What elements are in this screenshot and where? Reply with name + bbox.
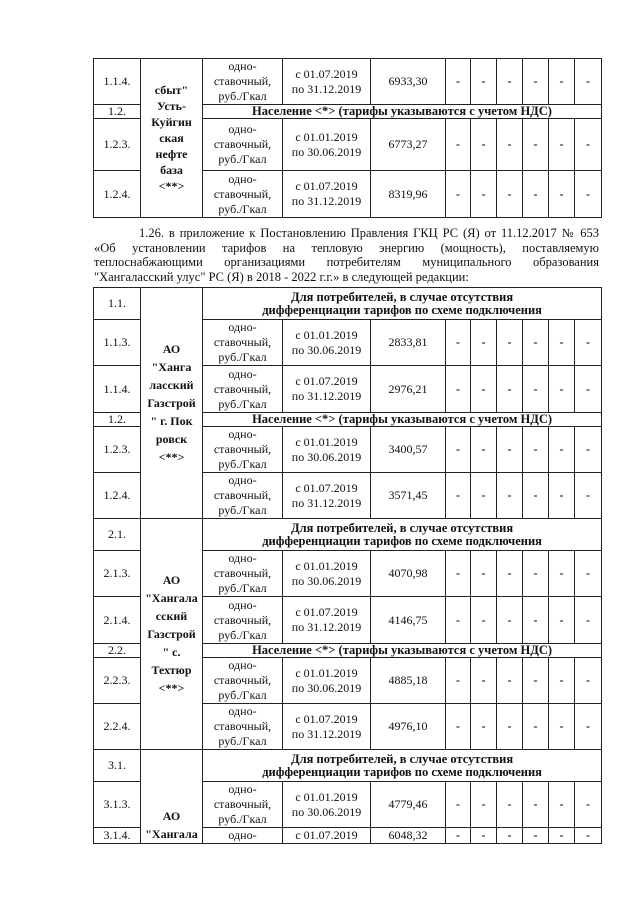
empty-dash: - [446, 828, 471, 844]
empty-dash: - [446, 782, 471, 828]
table-row [94, 59, 602, 105]
empty-dash: - [575, 658, 602, 704]
section-number: 2.1. [94, 519, 141, 551]
empty-dash: - [446, 704, 471, 750]
empty-dash: - [523, 171, 549, 218]
period-line: с 01.01.2019 [295, 434, 358, 449]
unit-line: ставочный, [213, 612, 272, 627]
period-line: с 01.07.2019 [295, 605, 358, 619]
unit-line: ставочный, [213, 186, 272, 201]
unit-cell [203, 704, 283, 750]
empty-dash: - [497, 427, 523, 473]
organization-name [141, 288, 203, 519]
empty-dash: - [523, 119, 549, 171]
empty-dash: - [471, 551, 497, 597]
organization-name-line: " г. Пок [150, 414, 193, 428]
empty-dash: - [575, 119, 602, 171]
period-line: по 30.06.2019 [291, 449, 362, 464]
row-number: 1.2.4. [94, 171, 141, 218]
period-cell [283, 320, 371, 366]
empty-dash: - [446, 366, 471, 413]
empty-dash: - [575, 366, 602, 413]
unit-cell [203, 597, 283, 644]
unit-line: ставочный, [213, 381, 272, 396]
organization-name-line: <**> [158, 681, 185, 695]
organization-name-line: Куйгин [151, 115, 192, 129]
row-number: 3.1.3. [94, 782, 141, 828]
unit-line: руб./Гкал [218, 688, 267, 702]
empty-dash: - [575, 597, 602, 644]
unit-line: одно- [228, 122, 257, 136]
section-number: 1.2. [94, 413, 141, 427]
empty-dash: - [523, 551, 549, 597]
organization-name-line: ская [159, 131, 184, 145]
period-line: по 31.12.2019 [291, 194, 362, 208]
section-title: Население <*> (тарифы указываются с учетом НДС) [203, 413, 602, 427]
period-line: с 01.07.2019 [295, 66, 358, 81]
empty-dash: - [523, 366, 549, 413]
section-title [203, 288, 602, 320]
empty-dash: - [446, 119, 471, 171]
row-number: 1.1.4. [94, 366, 141, 413]
organization-name-line: АО [162, 573, 181, 587]
empty-dash: - [471, 59, 497, 105]
empty-dash: - [523, 704, 549, 750]
empty-dash: - [549, 597, 575, 644]
paragraph-line: "Хангаласский улус" РС (Я) в 2018 - 2022 г.г.» в следующей редакции: [94, 269, 469, 284]
empty-dash: - [497, 171, 523, 218]
section-number: 1.1. [94, 288, 141, 320]
period-cell [283, 119, 371, 171]
row-number: 3.1.4. [94, 828, 141, 844]
empty-dash: - [471, 320, 497, 366]
section-title-line: дифференциации тарифов по схеме подключения [262, 764, 542, 779]
empty-dash: - [523, 320, 549, 366]
row-number: 1.2.3. [94, 119, 141, 171]
section-number: 1.2. [94, 105, 141, 119]
organization-name-line: база [160, 163, 183, 177]
unit-line: руб./Гкал [218, 457, 267, 471]
period-line: с 01.01.2019 [295, 327, 358, 342]
organization-name-line: Усть- [156, 99, 187, 113]
section-title [203, 750, 602, 782]
unit-cell [203, 320, 283, 366]
period-cell [283, 366, 371, 413]
section-title-line: Для потребителей, в случае отсутствия [291, 751, 514, 766]
row-number: 1.2.3. [94, 427, 141, 473]
empty-dash: - [446, 171, 471, 218]
empty-dash: - [471, 427, 497, 473]
section-number: 3.1. [94, 750, 141, 782]
unit-line: руб./Гкал [218, 152, 267, 166]
period-cell [283, 171, 371, 218]
empty-dash: - [497, 551, 523, 597]
organization-name [141, 59, 203, 218]
organization-name-line: нефте [155, 147, 188, 161]
period-line: по 31.12.2019 [291, 495, 362, 510]
empty-dash: - [497, 597, 523, 644]
organization-name-line: <**> [158, 179, 185, 193]
empty-dash: - [549, 366, 575, 413]
unit-line: ставочный, [213, 673, 272, 687]
unit-line: одно- [228, 782, 257, 796]
section-title-line: дифференциации тарифов по схеме подключения [262, 533, 542, 548]
empty-dash: - [471, 782, 497, 828]
unit-line: одно- [228, 658, 257, 672]
period-line: с 01.07.2019 [295, 711, 358, 726]
organization-name-line: Газстрой [147, 627, 196, 641]
empty-dash: - [575, 828, 602, 844]
period-cell [283, 427, 371, 473]
empty-dash: - [575, 782, 602, 828]
unit-line: ставочный, [213, 442, 272, 456]
section-number: 2.2. [94, 644, 141, 658]
period-line: по 30.06.2019 [291, 573, 362, 588]
empty-dash: - [575, 427, 602, 473]
empty-dash: - [549, 828, 575, 844]
period-line: по 31.12.2019 [291, 389, 362, 403]
row-number: 2.1.3. [94, 551, 141, 597]
unit-line: руб./Гкал [218, 734, 267, 748]
empty-dash: - [549, 320, 575, 366]
period-line: с 01.07.2019 [295, 480, 358, 495]
empty-dash: - [471, 704, 497, 750]
unit-line: ставочный, [213, 335, 272, 349]
section-title-line: Для потребителей, в случае отсутствия [291, 289, 514, 304]
empty-dash: - [471, 597, 497, 644]
period-line: по 31.12.2019 [291, 620, 362, 634]
tariff-table-continuation [93, 58, 602, 218]
unit-line: ставочный, [213, 566, 272, 580]
empty-dash: - [446, 658, 471, 704]
empty-dash: - [575, 473, 602, 519]
unit-line: одно- [228, 473, 257, 487]
organization-name-line: Газстрой [147, 396, 196, 410]
empty-dash: - [446, 597, 471, 644]
period-line: по 30.06.2019 [291, 804, 362, 819]
unit-line: ставочный, [213, 74, 272, 88]
empty-dash: - [523, 782, 549, 828]
period-line: с 01.01.2019 [295, 665, 358, 680]
tariff-value: 6933,30 [371, 59, 446, 105]
tariff-value: 3571,45 [371, 473, 446, 519]
unit-line: руб./Гкал [218, 627, 267, 642]
unit-line: ставочный, [213, 488, 272, 502]
tariff-value: 4976,10 [371, 704, 446, 750]
unit-cell [203, 119, 283, 171]
empty-dash: - [471, 171, 497, 218]
empty-dash: - [497, 119, 523, 171]
empty-dash: - [497, 473, 523, 519]
empty-dash: - [549, 427, 575, 473]
empty-dash: - [446, 320, 471, 366]
tariff-value: 8319,96 [371, 171, 446, 218]
unit-line: руб./Гкал [218, 396, 267, 411]
section-title: Население <*> (тарифы указываются с учетом НДС) [203, 644, 602, 658]
empty-dash: - [575, 171, 602, 218]
section-header-row [94, 519, 602, 551]
unit-line: одно- [228, 551, 257, 565]
period-line: с 01.01.2019 [295, 789, 358, 804]
period-cell [283, 704, 371, 750]
tariff-value: 2833,81 [371, 320, 446, 366]
empty-dash: - [471, 828, 497, 844]
paragraph-line: «Об установлении тарифов на тепловую энергию (мощность), поставляемую [94, 240, 599, 255]
empty-dash: - [446, 427, 471, 473]
empty-dash: - [523, 828, 549, 844]
unit-line: ставочный, [213, 797, 272, 811]
row-number: 1.1.3. [94, 320, 141, 366]
empty-dash: - [446, 59, 471, 105]
empty-dash: - [575, 59, 602, 105]
empty-dash: - [471, 119, 497, 171]
period-cell [283, 828, 371, 844]
empty-dash: - [549, 704, 575, 750]
unit-cell [203, 427, 283, 473]
organization-name-line: <**> [158, 450, 185, 464]
section-title [203, 519, 602, 551]
empty-dash: - [471, 473, 497, 519]
unit-line: ставочный, [213, 137, 272, 151]
organization-name-line: Техтюр [151, 663, 192, 677]
organization-name-line: " с. [162, 645, 181, 659]
empty-dash: - [471, 658, 497, 704]
unit-cell [203, 473, 283, 519]
unit-line: руб./Гкал [218, 581, 267, 595]
period-cell [283, 658, 371, 704]
empty-dash: - [549, 473, 575, 519]
empty-dash: - [497, 366, 523, 413]
section-header-row [94, 750, 602, 782]
empty-dash: - [497, 704, 523, 750]
period-line: с 01.01.2019 [295, 558, 358, 573]
empty-dash: - [523, 597, 549, 644]
empty-dash: - [523, 427, 549, 473]
section-title-line: Для потребителей, в случае отсутствия [291, 520, 514, 535]
organization-name-line: АО [162, 809, 181, 823]
section-header-row [94, 288, 602, 320]
empty-dash: - [497, 320, 523, 366]
empty-dash: - [575, 320, 602, 366]
section-title: Население <*> (тарифы указываются с учетом НДС) [203, 105, 602, 119]
unit-line: одно- [228, 366, 257, 381]
tariff-table-khangalassky [93, 287, 602, 844]
unit-line: одно- [228, 59, 257, 73]
unit-cell [203, 658, 283, 704]
row-number: 2.1.4. [94, 597, 141, 644]
empty-dash: - [471, 366, 497, 413]
unit-cell [203, 828, 283, 844]
unit-cell [203, 171, 283, 218]
empty-dash: - [523, 473, 549, 519]
period-cell [283, 473, 371, 519]
period-line: по 31.12.2019 [291, 81, 362, 96]
period-cell [283, 59, 371, 105]
unit-line: руб./Гкал [218, 201, 267, 216]
unit-line: ставочный, [213, 719, 272, 733]
period-line: по 30.06.2019 [291, 144, 362, 159]
empty-dash: - [549, 782, 575, 828]
unit-line: руб./Гкал [218, 503, 267, 517]
period-line: по 30.06.2019 [291, 680, 362, 695]
tariff-value: 2976,21 [371, 366, 446, 413]
period-line: по 31.12.2019 [291, 726, 362, 741]
unit-line: одно- [228, 597, 257, 612]
tariff-value: 3400,57 [371, 427, 446, 473]
unit-line: руб./Гкал [218, 812, 267, 826]
row-number: 2.2.4. [94, 704, 141, 750]
organization-name-line: сский [155, 609, 188, 623]
tariff-value: 6048,32 [371, 828, 446, 844]
organization-name [141, 750, 203, 844]
unit-cell [203, 59, 283, 105]
period-cell [283, 782, 371, 828]
empty-dash: - [549, 59, 575, 105]
period-cell [283, 597, 371, 644]
paragraph-line: 1.26. в приложение к Постановлению Правления ГКЦ РС (Я) от 11.12.2017 № 653 [139, 226, 599, 240]
row-number: 1.2.4. [94, 473, 141, 519]
tariff-value: 4885,18 [371, 658, 446, 704]
empty-dash: - [549, 119, 575, 171]
unit-line: одно- [228, 320, 257, 334]
organization-name-line: ровск [155, 432, 188, 446]
row-number: 2.2.3. [94, 658, 141, 704]
unit-line: руб./Гкал [218, 350, 267, 364]
empty-dash: - [446, 473, 471, 519]
empty-dash: - [523, 658, 549, 704]
empty-dash: - [575, 551, 602, 597]
period-line: по 30.06.2019 [291, 342, 362, 357]
unit-line: одно- [228, 427, 257, 441]
empty-dash: - [497, 782, 523, 828]
period-line: с 01.07.2019 [295, 828, 358, 842]
empty-dash: - [549, 658, 575, 704]
amendment-paragraph [94, 226, 599, 284]
tariff-value: 4779,46 [371, 782, 446, 828]
organization-name-line: "Ханга [151, 360, 192, 374]
unit-cell [203, 366, 283, 413]
tariff-value: 4070,98 [371, 551, 446, 597]
organization-name-line: "Хангала [145, 591, 198, 605]
organization-name-line: АО [162, 342, 181, 356]
unit-line: одно- [228, 704, 257, 718]
section-title-line: дифференциации тарифов по схеме подключения [262, 302, 542, 317]
empty-dash: - [549, 551, 575, 597]
paragraph-line: теплоснабжающими организациями потребителям муниципального образования [94, 255, 599, 269]
tariff-value: 4146,75 [371, 597, 446, 644]
period-cell [283, 551, 371, 597]
empty-dash: - [497, 658, 523, 704]
unit-line: одно- [228, 171, 257, 186]
tariff-value: 6773,27 [371, 119, 446, 171]
empty-dash: - [497, 828, 523, 844]
organization-name-line: сбыт" [154, 83, 189, 97]
period-line: с 01.07.2019 [295, 374, 358, 388]
organization-name [141, 519, 203, 750]
unit-cell [203, 551, 283, 597]
period-line: с 01.01.2019 [295, 129, 358, 144]
empty-dash: - [523, 59, 549, 105]
empty-dash: - [575, 704, 602, 750]
organization-name-line: ласский [149, 378, 194, 392]
unit-line: одно- [228, 828, 257, 842]
period-line: с 01.07.2019 [295, 179, 358, 193]
unit-line: руб./Гкал [218, 89, 267, 103]
organization-name-line: "Хангала [145, 827, 198, 841]
empty-dash: - [446, 551, 471, 597]
empty-dash: - [549, 171, 575, 218]
empty-dash: - [497, 59, 523, 105]
unit-cell [203, 782, 283, 828]
row-number: 1.1.4. [94, 59, 141, 105]
